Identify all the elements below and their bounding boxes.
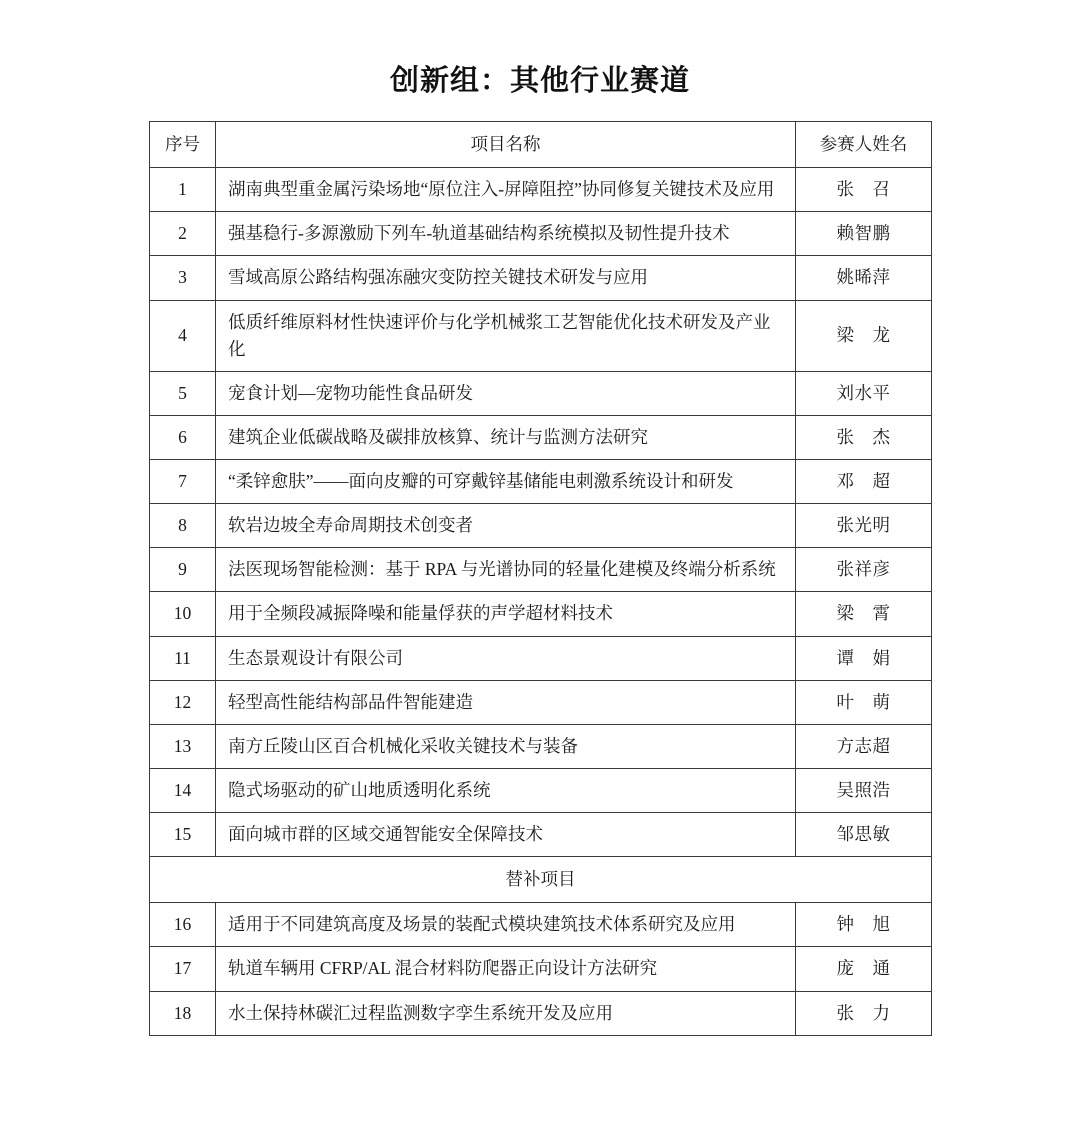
cell-participant-name: 梁 龙	[796, 300, 932, 371]
cell-participant-name: 赖智鹏	[796, 212, 932, 256]
cell-project-name: “柔锌愈肤”——面向皮瓣的可穿戴锌基储能电刺激系统设计和研发	[216, 460, 796, 504]
cell-participant-name: 钟 旭	[796, 903, 932, 947]
cell-participant-name: 张 召	[796, 168, 932, 212]
project-table-container	[149, 121, 931, 1036]
cell-serial-number: 11	[150, 636, 216, 680]
cell-serial-number: 16	[150, 903, 216, 947]
cell-serial-number: 17	[150, 947, 216, 991]
cell-serial-number: 10	[150, 592, 216, 636]
table-row	[150, 415, 932, 459]
cell-serial-number: 1	[150, 168, 216, 212]
column-header-project-name: 项目名称	[216, 122, 796, 168]
table-row	[150, 300, 932, 371]
table-row	[150, 903, 932, 947]
cell-project-name: 轨道车辆用 CFRP/AL 混合材料防爬器正向设计方法研究	[216, 947, 796, 991]
page-title: 创新组：其他行业赛道	[389, 65, 690, 97]
table-header	[150, 122, 932, 168]
cell-project-name: 软岩边坡全寿命周期技术创变者	[216, 504, 796, 548]
cell-participant-name: 吴照浩	[796, 768, 932, 812]
cell-serial-number: 3	[150, 256, 216, 300]
table-header-row	[150, 122, 932, 168]
cell-participant-name: 张 杰	[796, 415, 932, 459]
cell-project-name: 湖南典型重金属污染场地“原位注入-屏障阻控”协同修复关键技术及应用	[216, 168, 796, 212]
cell-project-name: 隐式场驱动的矿山地质透明化系统	[216, 768, 796, 812]
cell-participant-name: 谭 娟	[796, 636, 932, 680]
cell-project-name: 强基稳行-多源激励下列车-轨道基础结构系统模拟及韧性提升技术	[216, 212, 796, 256]
cell-participant-name: 叶 萌	[796, 680, 932, 724]
cell-participant-name: 张光明	[796, 504, 932, 548]
cell-participant-name: 张祥彦	[796, 548, 932, 592]
cell-serial-number: 9	[150, 548, 216, 592]
cell-participant-name: 姚晞萍	[796, 256, 932, 300]
table-row	[150, 168, 932, 212]
cell-project-name: 水土保持林碳汇过程监测数字孪生系统开发及应用	[216, 991, 796, 1035]
table-row	[150, 212, 932, 256]
document-page	[0, 58, 1080, 1138]
cell-serial-number: 15	[150, 813, 216, 857]
table-row	[150, 371, 932, 415]
cell-participant-name: 邹思敏	[796, 813, 932, 857]
table-row	[150, 592, 932, 636]
cell-project-name: 雪域高原公路结构强冻融灾变防控关键技术研发与应用	[216, 256, 796, 300]
table-row	[150, 991, 932, 1035]
cell-serial-number: 5	[150, 371, 216, 415]
cell-project-name: 面向城市群的区域交通智能安全保障技术	[216, 813, 796, 857]
cell-participant-name: 邓 超	[796, 460, 932, 504]
column-header-no: 序号	[150, 122, 216, 168]
cell-project-name: 南方丘陵山区百合机械化采收关键技术与装备	[216, 724, 796, 768]
cell-serial-number: 2	[150, 212, 216, 256]
cell-project-name: 法医现场智能检测：基于 RPA 与光谱协同的轻量化建模及终端分析系统	[216, 548, 796, 592]
table-row	[150, 504, 932, 548]
cell-project-name: 轻型高性能结构部品件智能建造	[216, 680, 796, 724]
table-row	[150, 768, 932, 812]
table-section-row	[150, 857, 932, 903]
table-row	[150, 813, 932, 857]
cell-project-name: 建筑企业低碳战略及碳排放核算、统计与监测方法研究	[216, 415, 796, 459]
table-row	[150, 636, 932, 680]
cell-participant-name: 张 力	[796, 991, 932, 1035]
cell-project-name: 生态景观设计有限公司	[216, 636, 796, 680]
cell-project-name: 用于全频段减振降噪和能量俘获的声学超材料技术	[216, 592, 796, 636]
cell-serial-number: 13	[150, 724, 216, 768]
cell-serial-number: 7	[150, 460, 216, 504]
table-row	[150, 680, 932, 724]
cell-serial-number: 8	[150, 504, 216, 548]
cell-participant-name: 梁 霄	[796, 592, 932, 636]
table-row	[150, 947, 932, 991]
table-row	[150, 460, 932, 504]
cell-participant-name: 刘水平	[796, 371, 932, 415]
cell-serial-number: 4	[150, 300, 216, 371]
cell-participant-name: 庞 通	[796, 947, 932, 991]
section-label-substitute: 替补项目	[150, 857, 932, 903]
cell-project-name: 宠食计划—宠物功能性食品研发	[216, 371, 796, 415]
column-header-participant: 参赛人姓名	[796, 122, 932, 168]
project-table	[149, 121, 932, 1036]
cell-serial-number: 12	[150, 680, 216, 724]
cell-serial-number: 6	[150, 415, 216, 459]
cell-participant-name: 方志超	[796, 724, 932, 768]
cell-serial-number: 18	[150, 991, 216, 1035]
cell-project-name: 适用于不同建筑高度及场景的装配式模块建筑技术体系研究及应用	[216, 903, 796, 947]
table-body	[150, 168, 932, 1036]
cell-project-name: 低质纤维原料材性快速评价与化学机械浆工艺智能优化技术研发及产业化	[216, 300, 796, 371]
cell-serial-number: 14	[150, 768, 216, 812]
table-row	[150, 724, 932, 768]
table-row	[150, 548, 932, 592]
table-row	[150, 256, 932, 300]
